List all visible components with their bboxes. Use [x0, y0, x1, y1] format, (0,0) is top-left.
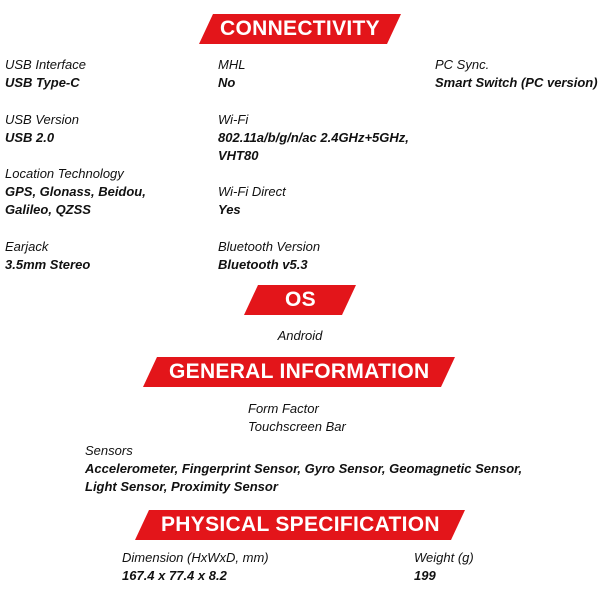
physical-specification-banner — [135, 510, 465, 540]
location-technology-spec — [5, 165, 146, 219]
earjack-spec — [5, 238, 90, 274]
location-technology-label: Location Technology — [5, 166, 124, 181]
connectivity-title: CONNECTIVITY — [220, 17, 380, 40]
weight-value: 199 — [414, 568, 436, 583]
dimension-spec — [122, 549, 269, 585]
usb-version-spec — [5, 111, 79, 147]
dimension-label: Dimension (HxWxD, mm) — [122, 550, 269, 565]
wifi-spec — [218, 111, 409, 165]
general-information-banner — [143, 357, 455, 387]
usb-interface-spec — [5, 56, 86, 92]
usb-interface-value: USB Type-C — [5, 75, 80, 90]
weight-label: Weight (g) — [414, 550, 474, 565]
os-value — [200, 327, 400, 345]
mhl-value: No — [218, 75, 236, 90]
os-value-text: Android — [277, 328, 323, 343]
general-information-title: GENERAL INFORMATION — [168, 360, 430, 383]
pc-sync-value: Smart Switch (PC version) — [435, 75, 598, 90]
sensors-value-line1: Accelerometer, Fingerprint Sensor, Gyro Sensor, Geomagnetic Sensor, — [85, 461, 523, 476]
usb-version-label: USB Version — [5, 112, 79, 127]
sensors-label: Sensors — [85, 443, 133, 458]
wifi-value-line1: 802.11a/b/g/n/ac 2.4GHz+5GHz, — [218, 130, 409, 145]
bluetooth-spec — [218, 238, 320, 274]
form-factor-label: Form Factor — [248, 401, 319, 416]
usb-interface-label: USB Interface — [5, 57, 86, 72]
bluetooth-value: Bluetooth v5.3 — [218, 257, 308, 272]
usb-version-value: USB 2.0 — [5, 130, 55, 145]
earjack-label: Earjack — [5, 239, 49, 254]
wifi-direct-value: Yes — [218, 202, 241, 217]
sensors-spec — [85, 442, 522, 496]
wifi-direct-label: Wi-Fi Direct — [218, 184, 286, 199]
physical-specification-title: PHYSICAL SPECIFICATION — [160, 513, 440, 536]
location-technology-value-line1: GPS, Glonass, Beidou, — [5, 184, 146, 199]
sensors-value-line2: Light Sensor, Proximity Sensor — [85, 479, 278, 494]
pc-sync-label: PC Sync. — [435, 57, 490, 72]
earjack-value: 3.5mm Stereo — [5, 257, 91, 272]
os-title: OS — [284, 288, 316, 311]
dimension-value: 167.4 x 77.4 x 8.2 — [122, 568, 227, 583]
connectivity-banner — [199, 14, 401, 44]
wifi-value-line2: VHT80 — [218, 148, 259, 163]
bluetooth-label: Bluetooth Version — [218, 239, 321, 254]
weight-spec — [414, 549, 474, 585]
mhl-label: MHL — [218, 57, 246, 72]
location-technology-value-line2: Galileo, QZSS — [5, 202, 91, 217]
wifi-direct-spec — [218, 183, 286, 219]
os-banner — [244, 285, 356, 315]
wifi-label: Wi-Fi — [218, 112, 249, 127]
pc-sync-spec — [435, 56, 598, 92]
mhl-spec — [218, 56, 245, 92]
form-factor-value: Touchscreen Bar — [248, 419, 346, 434]
form-factor-spec — [248, 400, 346, 436]
